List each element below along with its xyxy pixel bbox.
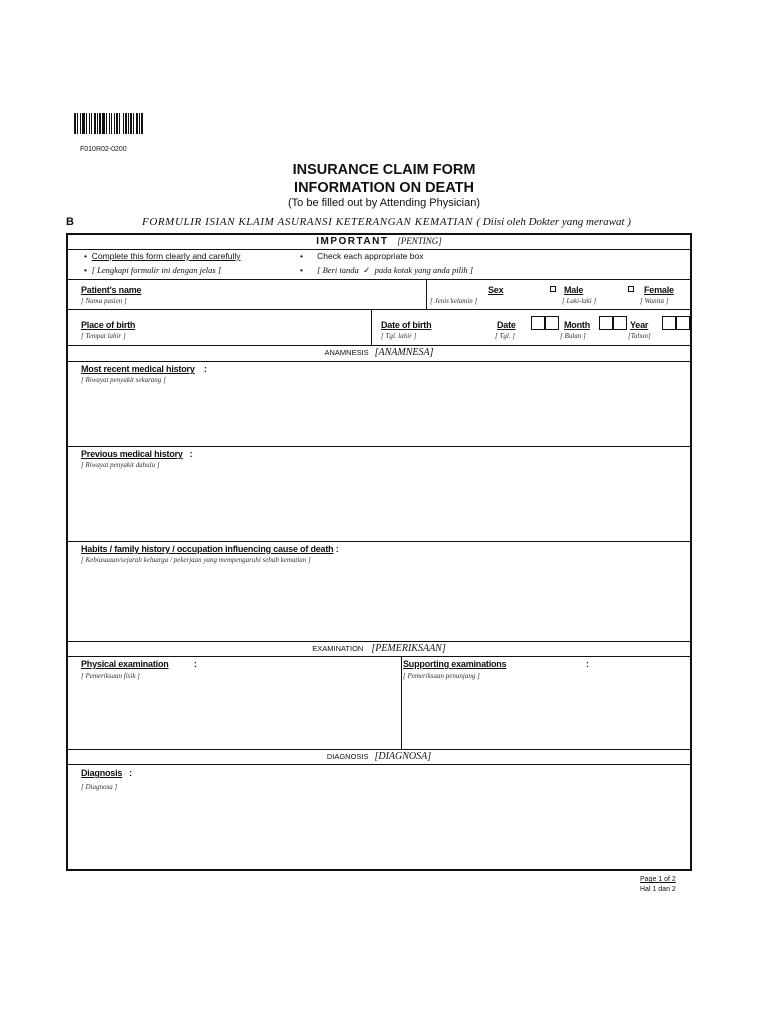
diagnosis-field[interactable] — [76, 795, 682, 865]
barcode-bar — [143, 113, 144, 134]
important-item-1-id: • [ Lengkapi formulir ini dengan jelas ] — [84, 265, 222, 275]
year-sub: [Tahun] — [628, 332, 651, 340]
month-sub: [ Bulan ] — [560, 332, 586, 340]
year-label: Year — [630, 320, 649, 330]
date-sub: [ Tgl. ] — [495, 332, 516, 340]
title-line-1: INSURANCE CLAIM FORM — [292, 162, 476, 178]
page-number-id: Hal 1 dari 2 — [640, 886, 676, 893]
habits-sub: [ Kebiasaaan/sejarah keluarga / pekerjaan yang mempengaruhi sebab kematian ] — [81, 556, 311, 564]
year-digit-2[interactable] — [676, 316, 690, 330]
page-number: Page 1 of 2 — [640, 876, 676, 883]
date-digit-2[interactable] — [545, 316, 559, 330]
birthplace-sub: [ Tempat lahir ] — [81, 332, 126, 340]
recent-history-field[interactable] — [76, 385, 682, 443]
barcode — [74, 113, 144, 134]
female-checkbox[interactable] — [628, 286, 634, 292]
year-digit-1[interactable] — [662, 316, 676, 330]
patient-name-label: Patient's name — [81, 285, 142, 295]
diagnosis-label: Diagnosis : — [81, 768, 132, 778]
supporting-exam-field[interactable] — [408, 683, 686, 745]
claim-form — [66, 233, 692, 871]
recent-history-sub: [ Riwayat penyakit sekarang ] — [81, 376, 166, 384]
female-label: Female — [644, 285, 674, 295]
sex-label: Sex — [488, 285, 504, 295]
physical-exam-field[interactable] — [76, 683, 394, 745]
diagnosis-sub: [ Diagnosa ] — [81, 783, 118, 791]
supporting-exam-label: Supporting examinations : — [403, 659, 589, 669]
important-item-2: • Check each appropriate box — [300, 251, 424, 261]
dob-sub: [ Tgl. lahir ] — [381, 332, 417, 340]
subtitle: (To be filled out by Attending Physician) — [287, 197, 480, 209]
male-label: Male — [564, 285, 584, 295]
supporting-exam-sub: [ Pemeriksaan penunjang ] — [403, 672, 480, 680]
physical-exam-sub: [ Pemeriksaan fisik ] — [81, 672, 140, 680]
habits-field[interactable] — [76, 567, 682, 637]
dob-label: Date of birth — [381, 320, 432, 330]
month-digit-2[interactable] — [613, 316, 627, 330]
recent-history-label: Most recent medical history : — [81, 364, 207, 374]
female-sub: [ Wanita ] — [640, 297, 669, 305]
examination-heading: EXAMINATION [PEMERIKSAAN] — [312, 643, 446, 654]
important-item-1: • Complete this form clearly and carefully — [84, 251, 241, 261]
indonesian-title: FORMULIR ISIAN KLAIM ASURANSI KETERANGAN KEMATIAN ( Diisi oleh Dokter yang merawat ) — [142, 216, 631, 228]
anamnesis-heading: ANAMNESIS [ANAMNESA] — [324, 347, 434, 358]
male-sub: [ Laki-laki ] — [562, 297, 597, 305]
month-label: Month — [564, 320, 590, 330]
habits-label: Habits / family history / occupation influencing cause of death : — [81, 544, 339, 554]
check-icon: ✓ — [363, 265, 371, 275]
sex-sub: [ Jenis kelamin ] — [430, 297, 478, 305]
previous-history-field[interactable] — [76, 471, 682, 537]
title-line-2: INFORMATION ON DEATH — [294, 180, 474, 196]
diagnosis-heading: DIAGNOSIS [DIAGNOSA] — [326, 751, 432, 762]
important-item-2-id: • [ Beri tanda ✓ pada kotak yang anda pilih ] — [300, 265, 474, 275]
previous-history-label: Previous medical history : — [81, 449, 193, 459]
form-code: F010R02-0200 — [80, 146, 127, 153]
birthplace-label: Place of birth — [81, 320, 136, 330]
important-heading: IMPORTANT [PENTING] — [316, 236, 442, 247]
date-digit-1[interactable] — [531, 316, 545, 330]
month-digit-1[interactable] — [599, 316, 613, 330]
previous-history-sub: [ Riwayat penyakit dahulu ] — [81, 461, 160, 469]
patient-name-sub: [ Nama pasien ] — [81, 297, 127, 305]
male-checkbox[interactable] — [550, 286, 556, 292]
section-letter: B — [66, 216, 74, 228]
date-label: Date — [497, 320, 516, 330]
physical-exam-label: Physical examination : — [81, 659, 197, 669]
